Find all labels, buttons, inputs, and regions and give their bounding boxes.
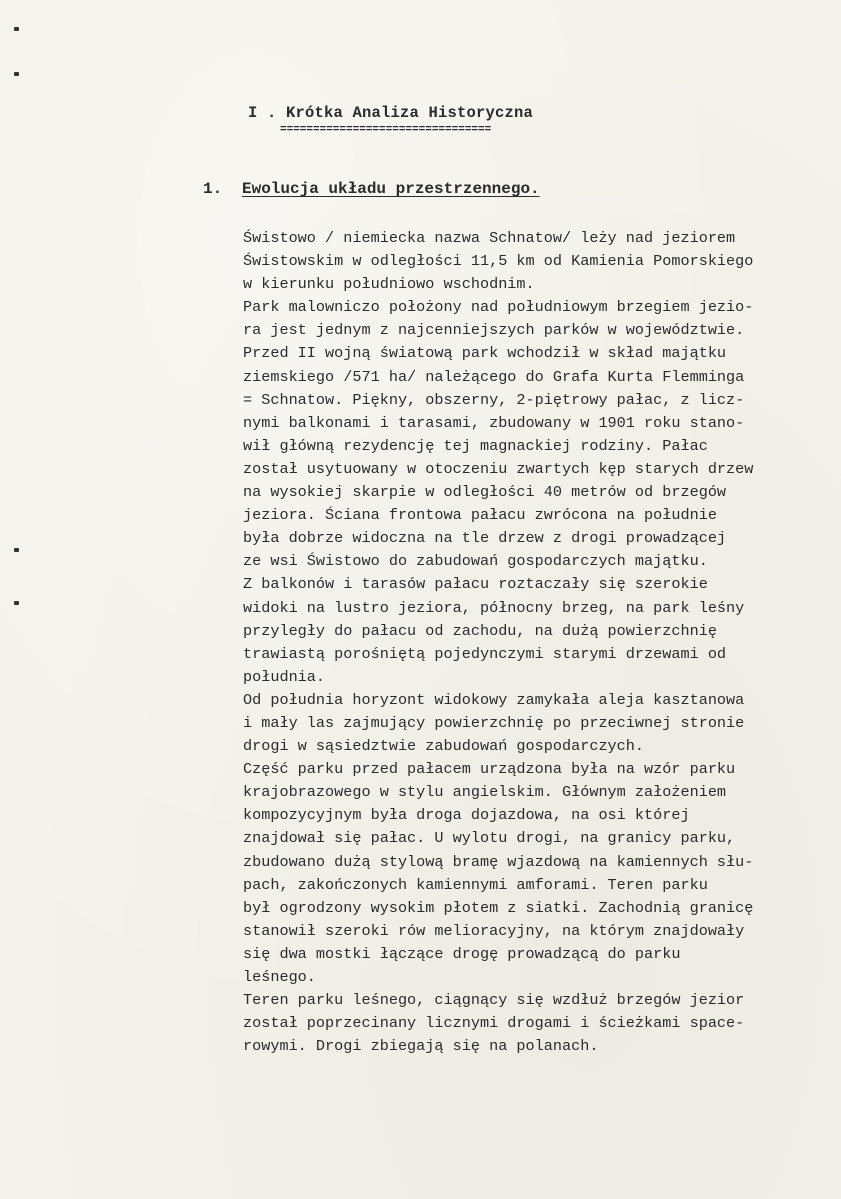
text-line: pach, zakończonych kamiennymi amforami. Teren parku [243,875,708,894]
text-line: Teren parku leśnego, ciągnący się wzdłuż brzegów jezior [243,991,745,1010]
text-line: kompozycyjnym była droga dojazdowa, na osi której [243,806,690,825]
body-text [243,227,828,1058]
text-line: i mały las zajmujący powierzchnię po przeciwnej stronie [243,713,745,732]
text-line: ze wsi Świstowo do zabudowań gospodarczych majątku. [243,552,708,571]
text-line: Część parku przed pałacem urządzona była na wzór parku [243,760,736,779]
text-line: Świstowskim w odległości 11,5 km od Kamienia Pomorskiego [243,252,754,271]
text-line: został poprzecinany licznymi drogami i ścieżkami space- [243,1014,745,1033]
text-line: Park malowniczo położony nad południowym brzegiem jezio- [243,298,754,317]
text-line: widoki na lustro jeziora, północny brzeg, na park leśny [243,598,745,617]
text-line: zbudowano dużą stylową bramę wjazdową na kamiennych słu- [243,852,754,871]
binder-mark [14,27,19,31]
section-title: Ewolucja układu przestrzennego. [242,180,540,198]
text-line: nymi balkonami i tarasami, zbudowany w 1901 roku stano- [243,413,745,432]
text-line: Przed II wojną światową park wchodził w skład majątku [243,344,727,363]
text-line: jeziora. Ściana frontowa pałacu zwrócona na południe [243,506,717,525]
text-line: Od południa horyzont widokowy zamykała aleja kasztanowa [243,690,745,709]
text-line: rowymi. Drogi zbiegają się na polanach. [243,1037,599,1056]
text-line: Z balkonów i tarasów pałacu roztaczały się szerokie [243,575,708,594]
binder-mark [14,72,19,76]
text-line: drogi w sąsiedztwie zabudowań gospodarczych. [243,737,645,756]
text-line: przyległy do pałacu od zachodu, na dużą powierzchnię [243,621,717,640]
text-line: znajdował się pałac. U wylotu drogi, na granicy parku, [243,829,736,848]
text-line: ra jest jednym z najcenniejszych parków w województwie. [243,321,745,340]
text-line: był ogrodzony wysokim płotem z siatki. Zachodnią granicę [243,898,754,917]
text-line: wił główną rezydencję tej magnackiej rodziny. Pałac [243,436,708,455]
text-line: został usytuowany w otoczeniu zwartych kęp starych drzew [243,459,754,478]
heading-underline: ================================ [280,124,492,136]
text-line: Świstowo / niemiecka nazwa Schnatow/ leży nad jeziorem [243,229,736,247]
text-line: leśnego. [243,968,316,986]
text-line: = Schnatow. Piękny, obszerny, 2-piętrowy pałac, z licz- [243,390,745,409]
text-line: stanowił szeroki rów melioracyjny, na którym znajdowały [243,921,745,940]
text-line: w kierunku południowo wschodnim. [243,275,535,294]
text-line: na wysokiej skarpie w odległości 40 metrów od brzegów [243,483,727,502]
text-line: trawiastą porośniętą pojedynczymi starymi drzewami od [243,644,727,663]
text-line: krajobrazowego w stylu angielskim. Głównym założeniem [243,783,727,802]
text-line: ziemskiego /571 ha/ należącego do Grafa Kurta Flemminga [243,367,745,386]
text-line: południa. [243,667,326,686]
text-line: się dwa mostki łączące drogę prowadzącą do parku [243,944,681,963]
binder-mark [14,601,19,605]
text-line: była dobrze widoczna na tle drzew z drogi prowadzącej [243,529,727,548]
binder-mark [14,548,19,552]
page-heading: I . Krótka Analiza Historyczna [248,104,534,122]
section-number: 1. [203,180,223,198]
